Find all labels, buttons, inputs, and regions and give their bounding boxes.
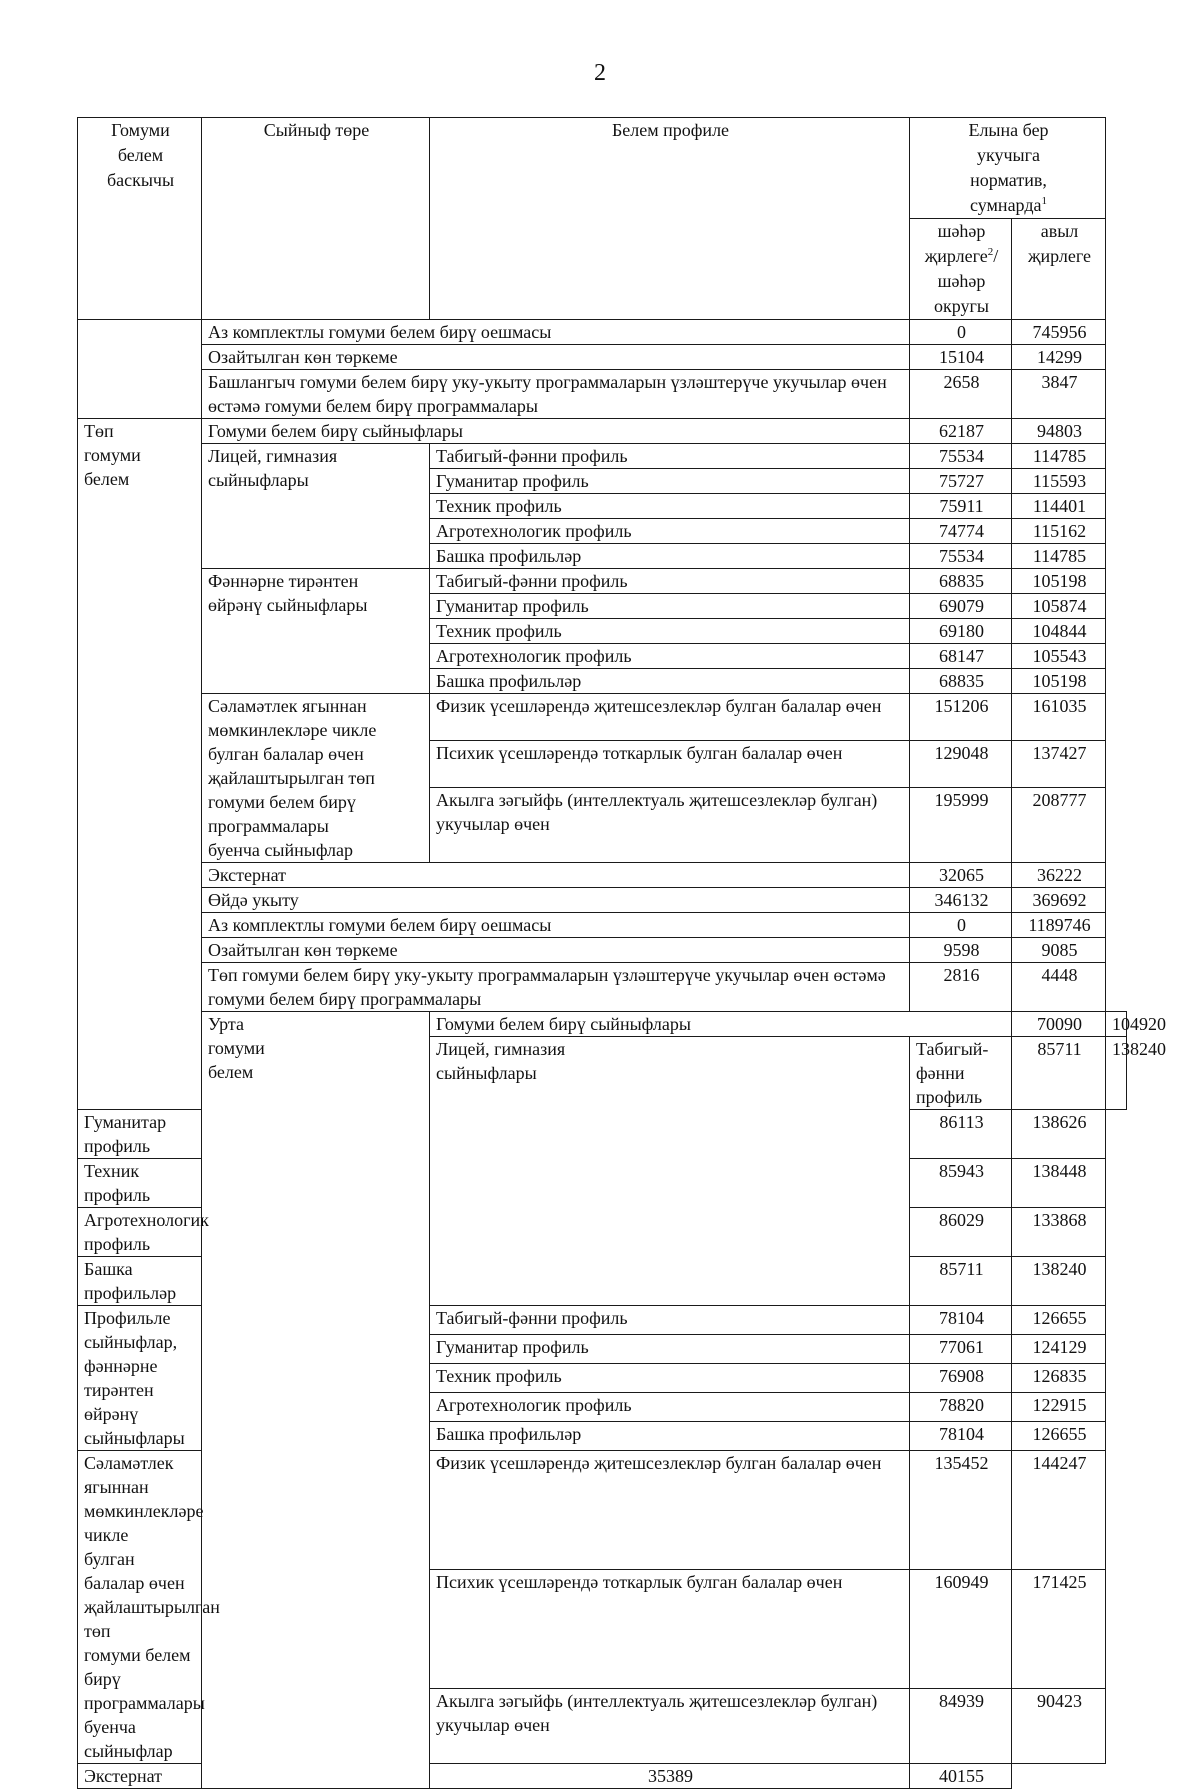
rural-value: 114785 bbox=[1012, 444, 1106, 469]
city-value: 129048 bbox=[910, 741, 1012, 788]
rural-value: 138240 bbox=[1106, 1037, 1127, 1110]
row-label: Өйдә укыту bbox=[202, 888, 910, 913]
rural-value: 144247 bbox=[1012, 1451, 1106, 1570]
row-label: Экстернат bbox=[78, 1764, 430, 1789]
city-value: 68147 bbox=[910, 644, 1012, 669]
header-norm-footnote: 1 bbox=[1041, 195, 1047, 207]
profile-label: Табигый-фәнни профиль bbox=[430, 569, 910, 594]
city-value: 76908 bbox=[910, 1364, 1012, 1393]
city-value: 75534 bbox=[910, 444, 1012, 469]
table-row bbox=[78, 419, 1127, 444]
page-number: 2 bbox=[594, 60, 606, 86]
profile-label: Агротехнологик профиль bbox=[430, 519, 910, 544]
profile-label: Башка профильләр bbox=[78, 1257, 202, 1306]
profile-label: Психик үсешләрендә тоткарлык булган балалар өчен bbox=[430, 1570, 910, 1689]
rural-value: 14299 bbox=[1012, 345, 1106, 370]
rural-value: 9085 bbox=[1012, 938, 1106, 963]
city-value: 135452 bbox=[910, 1451, 1012, 1570]
profile-label: Акылга зәгыйфь (интеллектуаль җитешсезлекләр булган) укучылар өчен bbox=[430, 788, 910, 863]
header-row bbox=[78, 118, 1127, 219]
rural-value: 745956 bbox=[1012, 320, 1106, 345]
row-label: Озайтылган көн төркеме bbox=[202, 938, 910, 963]
city-value: 0 bbox=[910, 913, 1012, 938]
city-value: 85943 bbox=[910, 1159, 1012, 1208]
rural-value: 114785 bbox=[1012, 544, 1106, 569]
stage-basic: Төп гомуми белем bbox=[78, 419, 202, 1110]
profile-label: Табигый-фәнни профиль bbox=[430, 1306, 910, 1335]
rural-value: 105198 bbox=[1012, 569, 1106, 594]
stage-cell-blank bbox=[78, 320, 202, 419]
table-row bbox=[78, 963, 1127, 1012]
rural-value: 161035 bbox=[1012, 694, 1106, 741]
profile-label: Табигый-фәнни профиль bbox=[430, 444, 910, 469]
rural-value: 171425 bbox=[1012, 1570, 1106, 1689]
city-value: 68835 bbox=[910, 569, 1012, 594]
city-value: 195999 bbox=[910, 788, 1012, 863]
rural-value: 104844 bbox=[1012, 619, 1106, 644]
group-profile-classes: Профильле сыйныфлар, фәннәрне тирәнтен өйрәнү сыйныфлары bbox=[78, 1306, 202, 1451]
profile-label: Башка профильләр bbox=[430, 669, 910, 694]
rural-value: 126655 bbox=[1012, 1422, 1106, 1451]
table-row bbox=[78, 1764, 1127, 1789]
profile-label: Табигый-фәнни профиль bbox=[910, 1037, 1012, 1110]
table-row bbox=[78, 320, 1127, 345]
profile-label: Гуманитар профиль bbox=[430, 469, 910, 494]
rural-value: 208777 bbox=[1012, 788, 1106, 863]
rural-value: 3847 bbox=[1012, 370, 1106, 419]
profile-label: Агротехнологик профиль bbox=[430, 1393, 910, 1422]
rural-value: 124129 bbox=[1012, 1335, 1106, 1364]
rural-value: 114401 bbox=[1012, 494, 1106, 519]
group-advanced: Фәннәрне тирәнтен өйрәнү сыйныфлары bbox=[202, 569, 430, 694]
profile-label: Башка профильләр bbox=[430, 1422, 910, 1451]
header-class-type: Сыйныф төре bbox=[202, 118, 430, 320]
city-value: 84939 bbox=[910, 1689, 1012, 1764]
city-value: 75534 bbox=[910, 544, 1012, 569]
profile-label: Техник профиль bbox=[430, 494, 910, 519]
city-value: 75727 bbox=[910, 469, 1012, 494]
rural-value: 126655 bbox=[1012, 1306, 1106, 1335]
profile-label: Психик үсешләрендә тоткарлык булган балалар өчен bbox=[430, 741, 910, 788]
rural-value: 40155 bbox=[910, 1764, 1012, 1789]
table-row bbox=[78, 938, 1127, 963]
rural-value: 137427 bbox=[1012, 741, 1106, 788]
table-row bbox=[78, 913, 1127, 938]
city-value: 70090 bbox=[1012, 1012, 1106, 1037]
city-value: 69180 bbox=[910, 619, 1012, 644]
table-row bbox=[78, 444, 1127, 469]
rural-value: 105543 bbox=[1012, 644, 1106, 669]
header-city-text-2: / шәһәр округы bbox=[934, 246, 999, 316]
header-norm-text: Елына бер укучыга норматив, сумнарда bbox=[968, 120, 1049, 215]
rural-value: 104920 bbox=[1106, 1012, 1127, 1037]
city-value: 160949 bbox=[910, 1570, 1012, 1689]
group-lyceum: Лицей, гимназия сыйныфлары bbox=[202, 444, 430, 569]
header-profile: Белем профиле bbox=[430, 118, 910, 320]
city-value: 75911 bbox=[910, 494, 1012, 519]
row-label: Төп гомуми белем бирү уку-укыту программаларын үзләштерүче укучылар өчен өстәмә гомуми белем бирү программалары bbox=[202, 963, 910, 1012]
rural-value: 36222 bbox=[1012, 863, 1106, 888]
table-row bbox=[78, 888, 1127, 913]
rural-value: 115593 bbox=[1012, 469, 1106, 494]
table-row bbox=[78, 569, 1127, 594]
row-label: Озайтылган көн төркеме bbox=[202, 345, 910, 370]
norms-table bbox=[77, 117, 1167, 1789]
profile-label: Агротехнологик профиль bbox=[78, 1208, 202, 1257]
city-value: 86029 bbox=[910, 1208, 1012, 1257]
profile-label: Гуманитар профиль bbox=[430, 594, 910, 619]
rural-value: 369692 bbox=[1012, 888, 1106, 913]
city-value: 62187 bbox=[910, 419, 1012, 444]
city-value: 85711 bbox=[910, 1257, 1012, 1306]
rural-value: 4448 bbox=[1012, 963, 1106, 1012]
profile-label: Башка профильләр bbox=[430, 544, 910, 569]
header-city-text: шәһәр җирлеге bbox=[924, 221, 988, 266]
profile-label: Гуманитар профиль bbox=[430, 1335, 910, 1364]
table-row bbox=[78, 370, 1127, 419]
group-health: Сәламәтлек ягыннан мөмкинлекләре чикле булган балалар өчен җайлаштырылган төп гомуми белем бирү программалары буенча сыйныфлар bbox=[202, 694, 430, 863]
profile-label: Физик үсешләрендә җитешсезлекләр булган балалар өчен bbox=[430, 694, 910, 741]
city-value: 78820 bbox=[910, 1393, 1012, 1422]
profile-label: Гуманитар профиль bbox=[78, 1110, 202, 1159]
profile-label: Агротехнологик профиль bbox=[430, 644, 910, 669]
profile-label: Акылга зәгыйфь (интеллектуаль җитешсезлекләр булган) укучылар өчен bbox=[430, 1689, 910, 1764]
row-label: Гомуми белем бирү сыйныфлары bbox=[430, 1012, 1012, 1037]
rural-value: 90423 bbox=[1012, 1689, 1106, 1764]
rural-value: 138626 bbox=[1012, 1110, 1106, 1159]
profile-label: Физик үсешләрендә җитешсезлекләр булган балалар өчен bbox=[430, 1451, 910, 1570]
city-value: 85711 bbox=[1012, 1037, 1106, 1110]
profile-label: Техник профиль bbox=[430, 1364, 910, 1393]
table-row bbox=[78, 863, 1127, 888]
city-value: 151206 bbox=[910, 694, 1012, 741]
row-label: Аз комплектлы гомуми белем бирү оешмасы bbox=[202, 913, 910, 938]
group-lyceum: Лицей, гимназия сыйныфлары bbox=[430, 1037, 910, 1306]
city-value: 346132 bbox=[910, 888, 1012, 913]
profile-label: Техник профиль bbox=[430, 619, 910, 644]
header-norm bbox=[910, 118, 1106, 219]
city-value: 0 bbox=[910, 320, 1012, 345]
row-label: Гомуми белем бирү сыйныфлары bbox=[202, 419, 910, 444]
row-label: Экстернат bbox=[202, 863, 910, 888]
profile-label: Техник профиль bbox=[78, 1159, 202, 1208]
table-row bbox=[78, 694, 1127, 741]
city-value: 78104 bbox=[910, 1306, 1012, 1335]
stage-secondary: Урта гомуми белем bbox=[202, 1012, 430, 1789]
row-label: Башлангыч гомуми белем бирү уку-укыту программаларын үзләштерүче укучылар өчен өстәмә гомуми белем бирү программалары bbox=[202, 370, 910, 419]
rural-value: 105198 bbox=[1012, 669, 1106, 694]
group-health: Сәламәтлек ягыннан мөмкинлекләре чикле булган балалар өчен җайлаштырылган төп гомуми белем бирү программалары буенча сыйныфлар bbox=[78, 1451, 202, 1764]
city-value: 77061 bbox=[910, 1335, 1012, 1364]
city-value: 69079 bbox=[910, 594, 1012, 619]
table-row bbox=[78, 1012, 1127, 1037]
header-rural: авыл җирлеге bbox=[1012, 219, 1106, 320]
city-value: 86113 bbox=[910, 1110, 1012, 1159]
header-stage: Гомуми белем баскычы bbox=[78, 118, 202, 320]
city-value: 35389 bbox=[430, 1764, 910, 1789]
rural-value: 94803 bbox=[1012, 419, 1106, 444]
rural-value: 1189746 bbox=[1012, 913, 1106, 938]
header-city bbox=[910, 219, 1012, 320]
rural-value: 138240 bbox=[1012, 1257, 1106, 1306]
city-value: 15104 bbox=[910, 345, 1012, 370]
rural-value: 126835 bbox=[1012, 1364, 1106, 1393]
city-value: 2658 bbox=[910, 370, 1012, 419]
rural-value: 122915 bbox=[1012, 1393, 1106, 1422]
table-row bbox=[78, 345, 1127, 370]
city-value: 2816 bbox=[910, 963, 1012, 1012]
row-label: Аз комплектлы гомуми белем бирү оешмасы bbox=[202, 320, 910, 345]
rural-value: 105874 bbox=[1012, 594, 1106, 619]
city-value: 32065 bbox=[910, 863, 1012, 888]
city-value: 74774 bbox=[910, 519, 1012, 544]
rural-value: 138448 bbox=[1012, 1159, 1106, 1208]
city-value: 9598 bbox=[910, 938, 1012, 963]
rural-value: 133868 bbox=[1012, 1208, 1106, 1257]
city-value: 68835 bbox=[910, 669, 1012, 694]
header-city-footnote: 2 bbox=[987, 246, 994, 258]
rural-value: 115162 bbox=[1012, 519, 1106, 544]
city-value: 78104 bbox=[910, 1422, 1012, 1451]
